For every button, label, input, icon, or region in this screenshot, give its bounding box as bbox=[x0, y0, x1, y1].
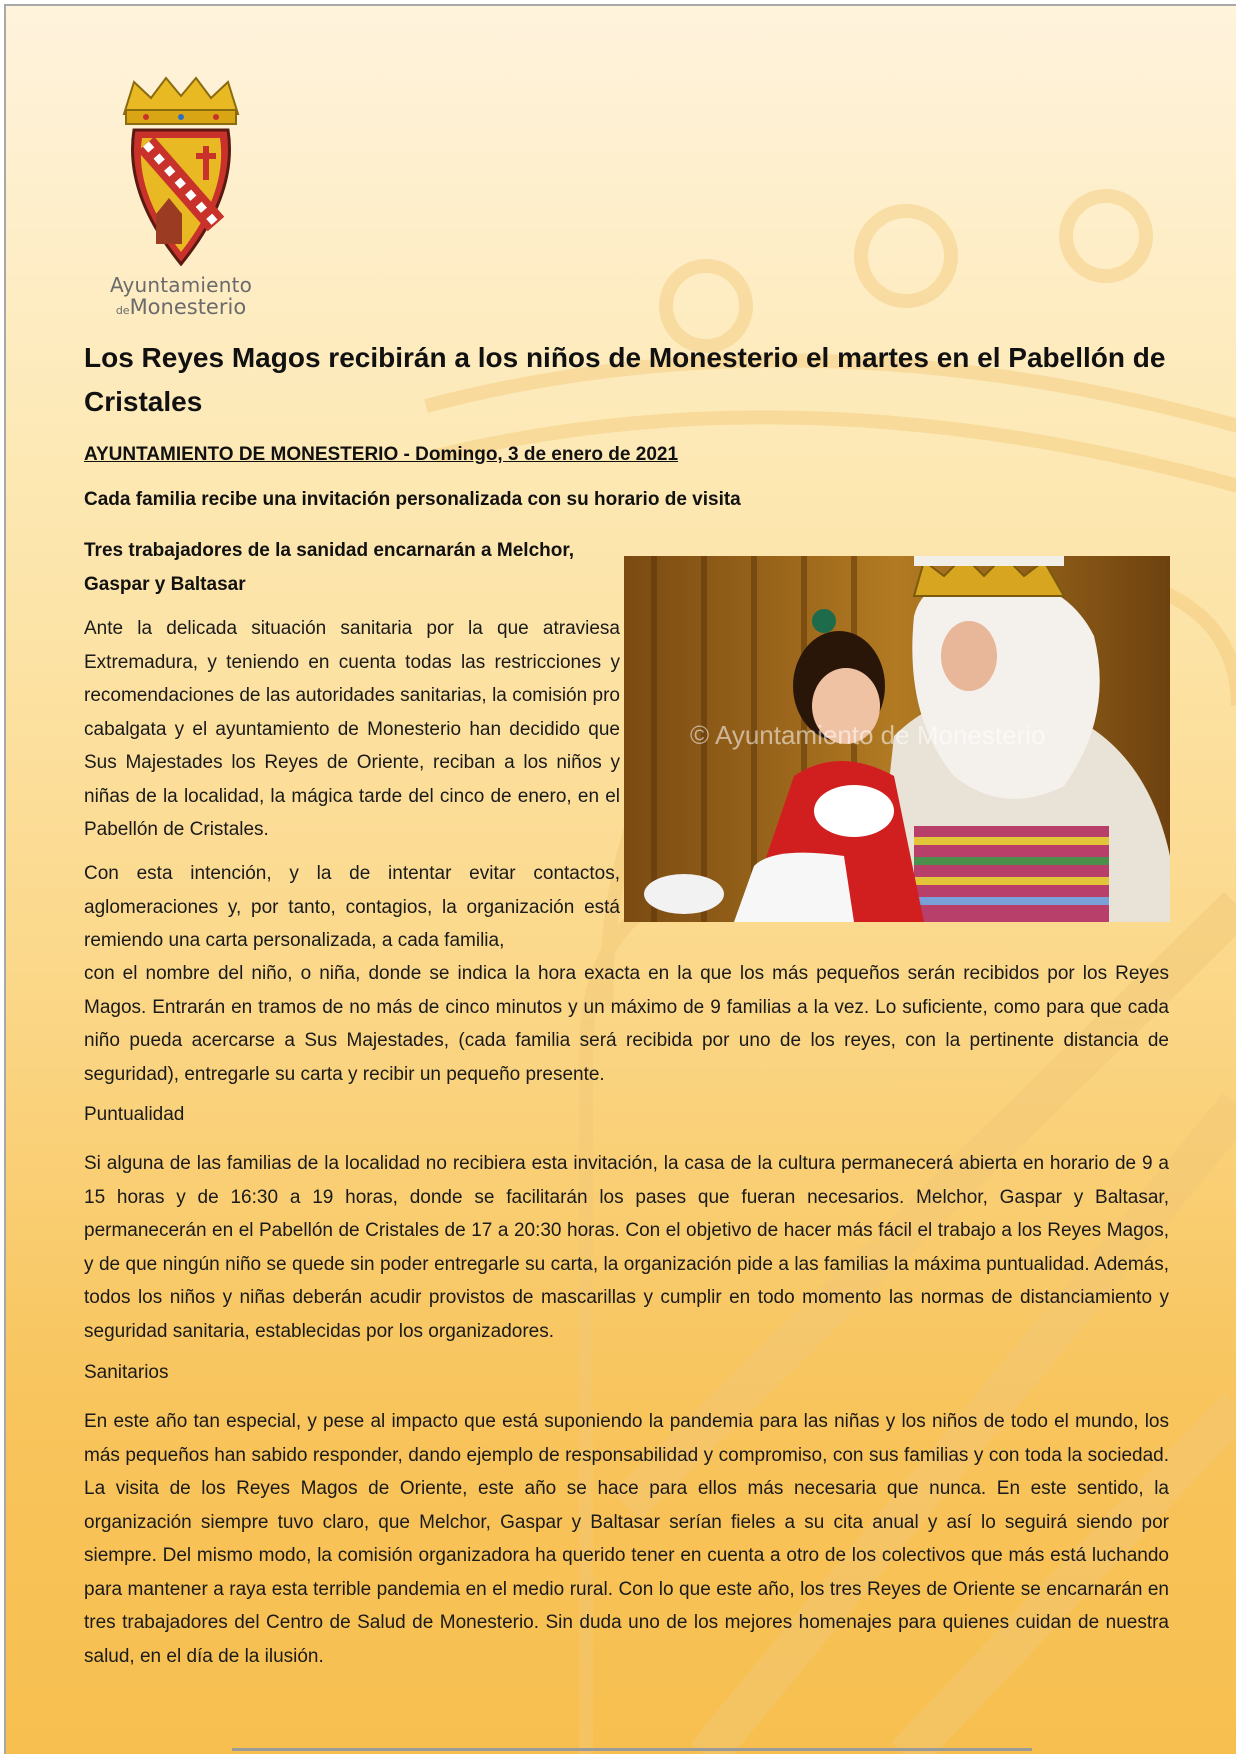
article-content bbox=[6, 6, 1236, 1754]
crest-caption-line2 bbox=[106, 296, 256, 322]
paragraph-punctuality: Si alguna de las familias de la localidad no recibiera esta invitación, la casa de la cultura permanecerá abierta en horario de 9 a 15 horas y de 16:30 a 19 horas, donde se facilitarán los pases que fueran necesarios. Melchor, Gaspar y Baltasar, permanecerán en el Pabellón de Cristales de 17 a 20:30 horas. Con el objetivo de hacer más fácil el trabajo a los Reyes Magos, y de que ningún niño se quede sin poder entregarle su carta, la organización pide a las familias la máxima puntualidad. Además, todos los niños y niñas deberán acudir provistos de mascarillas y cumplir en todo momento las normas de distanciamiento y seguridad sanitaria, establecidas por los organizadores. bbox=[84, 1153, 1169, 1342]
article-headline: Los Reyes Magos recibirán a los niños de Monesterio el martes en el Pabellón de Cristales bbox=[84, 342, 1166, 417]
paragraph-health-workers: En este año tan especial, y pese al impacto que está suponiendo la pandemia para las niñas y los niños de todo el mundo, los más pequeños han sabido responder, dando ejemplo de responsabilidad y compromiso, con sus familias y con toda la sociedad. La visita de los Reyes Magos de Oriente, este año se hace para ellos más necesaria que nunca. En este sentido, la organización siempre tuvo claro, que Melchor, Gaspar y Baltasar serían fieles a su cita anual y así lo seguirá siendo por siempre. Del mismo modo, la comisión organizadora ha querido tener en cuenta a otro de los colectivos que más está luchando para mantener a raya esta terrible pandemia en el medio rural. Con lo que este año, los tres Reyes de Oriente se encarnarán en tres trabajadores del Centro de Salud de Monesterio. Sin duda uno de los mejores homenajes para quienes cuidan de nuestra salud, en el día de la ilusión. bbox=[84, 1411, 1169, 1667]
article-subhead-health-workers: Tres trabajadores de la sanidad encarnarán a Melchor, Gaspar y Baltasar bbox=[84, 540, 574, 595]
paragraph-intro: Ante la delicada situación sanitaria por la que atraviesa Extremadura, y teniendo en cuenta todas las restricciones y recomendaciones de las autoridades sanitarias, la comisión pro cabalgata y el ayuntamiento de Monesterio han decidido que Sus Majestades los Reyes de Oriente, reciban a los niños y niñas de la localidad, la mágica tarde del cinco de enero, en el Pabellón de Cristales. bbox=[84, 618, 620, 840]
footer-rule bbox=[232, 1748, 1032, 1751]
article-photo bbox=[624, 556, 1170, 922]
article-subhead-invitation: Cada familia recibe una invitación personalizada con su horario de visita bbox=[84, 489, 741, 510]
article-byline: AYUNTAMIENTO DE MONESTERIO - Domingo, 3 de enero de 2021 bbox=[84, 444, 679, 465]
municipal-crest bbox=[106, 74, 266, 324]
section-title-health-workers: Sanitarios bbox=[84, 1362, 169, 1383]
photo-credit-watermark: © Ayuntamiento de Monesterio bbox=[690, 720, 1046, 750]
crest-caption bbox=[106, 274, 256, 322]
crest-caption-town: Monesterio bbox=[129, 295, 247, 319]
crest-caption-line1: Ayuntamiento bbox=[109, 273, 253, 297]
paragraph-invitation-end: con el nombre del niño, o niña, donde se indica la hora exacta en la que los más pequeños serán recibidos por los Reyes Magos. Entrarán en tramos de no más de cinco minutos y un máximo de 9 familias a la vez. Lo suficiente, como para que cada niño pueda acercarse a Sus Majestades, (cada familia será recibida por uno de los reyes, con la pertinente distancia de seguridad), entregarle su carta y recibir un pequeño presente. bbox=[84, 963, 1169, 1085]
coat-of-arms-icon bbox=[106, 74, 256, 274]
crest-caption-de: de bbox=[115, 304, 130, 317]
document-page bbox=[4, 4, 1236, 1754]
paragraph-invitation-start: Con esta intención, y la de intentar evitar contactos, aglomeraciones y, por tanto, contagios, la organización está remiendo una carta personalizada, a cada familia, bbox=[84, 863, 620, 951]
section-title-punctuality: Puntualidad bbox=[84, 1104, 185, 1125]
